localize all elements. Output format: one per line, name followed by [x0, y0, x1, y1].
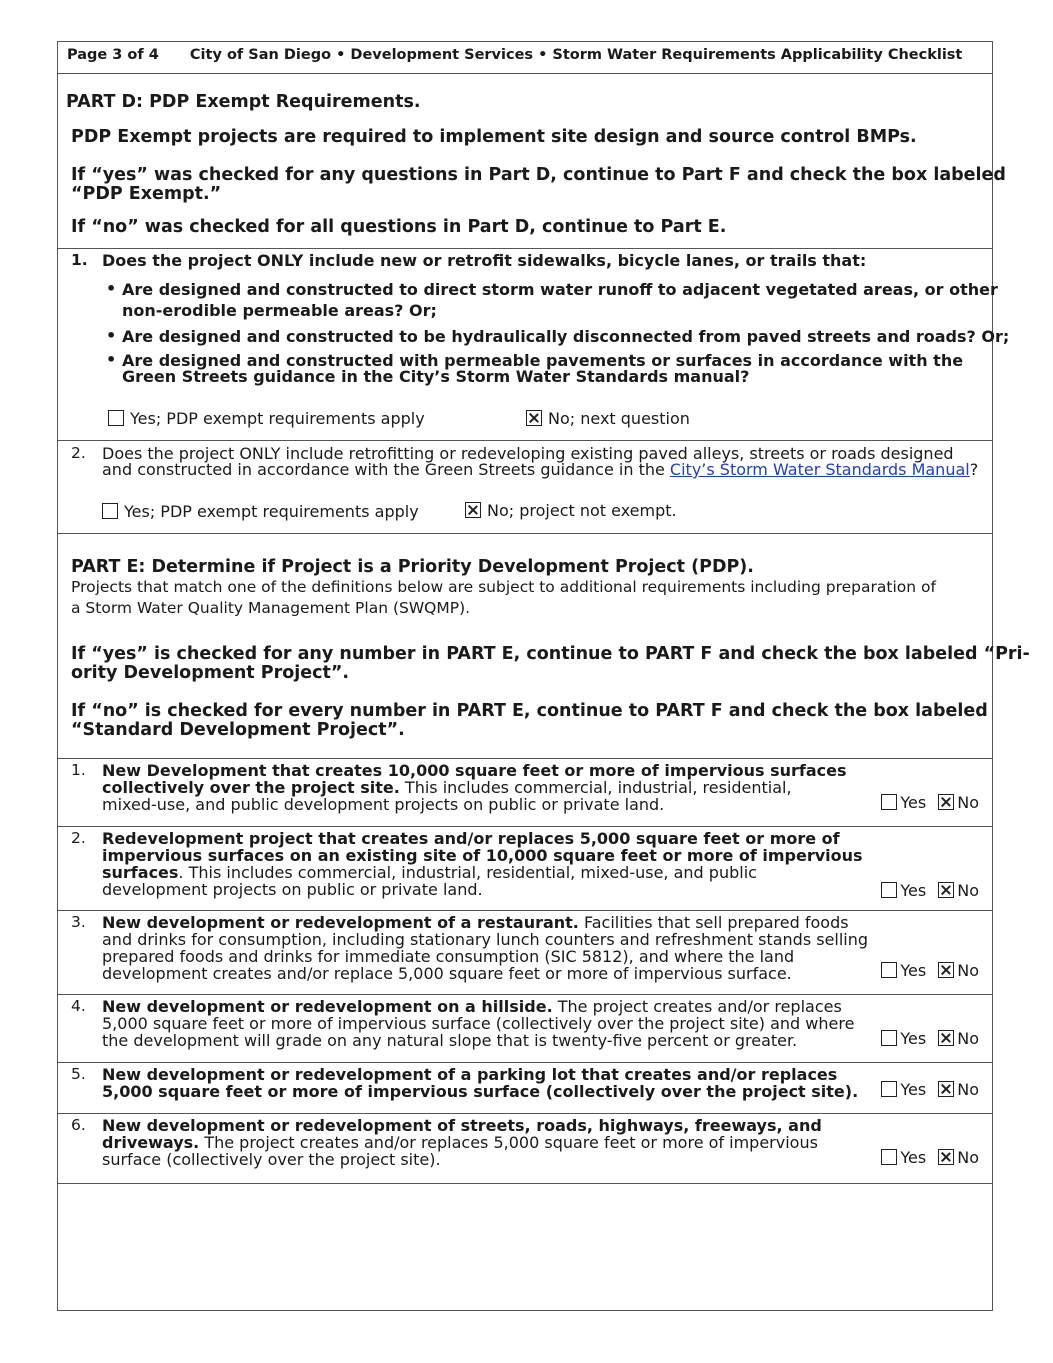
yes-checkbox[interactable]	[102, 503, 118, 519]
part-e-no-line-1: If “no” is checked for every number in PART E, continue to PART F and check the box labeled	[71, 701, 988, 721]
item-line-1-text: The project creates and/or replaces	[552, 997, 842, 1016]
bullet-marker: •	[106, 350, 117, 369]
checklist-page-frame	[57, 41, 1030, 1311]
part-e-item-3	[58, 910, 992, 994]
item-line-4: development projects on public or private land.	[102, 880, 483, 899]
no-label: No	[957, 793, 979, 812]
page-number: Page 3 of 4	[67, 47, 159, 63]
question-number: 1.	[71, 251, 88, 269]
item-line-1-bold: New development or redevelopment on a hillside.	[102, 997, 553, 1016]
document-title: City of San Diego • Development Services • Storm Water Requirements Applicability Checklist	[189, 47, 963, 63]
yes-no-options	[881, 793, 979, 812]
bullet-marker: •	[106, 326, 117, 345]
item-number: 6.	[71, 1116, 86, 1134]
item-line-1	[102, 914, 849, 931]
part-d-intro	[58, 73, 1006, 248]
no-checkbox-checked[interactable]	[465, 502, 481, 518]
yes-no-options	[881, 1029, 979, 1048]
yes-label: Yes	[900, 961, 927, 980]
q1-no-option[interactable]	[526, 409, 690, 428]
yes-checkbox[interactable]	[881, 882, 897, 898]
item-line-3-bold: surfaces	[102, 863, 179, 882]
question-text: Does the project ONLY include new or retrofit sidewalks, bicycle lanes, or trails that:	[102, 251, 867, 270]
item-line-2	[102, 1134, 818, 1151]
yes-checkbox[interactable]	[881, 1081, 897, 1097]
part-d-line2b: “PDP Exempt.”	[71, 184, 222, 204]
no-checkbox-checked[interactable]	[938, 1149, 954, 1165]
part-e-yes-line-2: ority Development Project”.	[71, 663, 349, 683]
bullet-3-line-a: Are designed and constructed with permeable pavements or surfaces in accordance with the	[122, 351, 964, 370]
part-e-desc-2: a Storm Water Quality Management Plan (SWQMP).	[71, 599, 471, 617]
yes-checkbox[interactable]	[881, 1030, 897, 1046]
page-header	[58, 42, 992, 73]
item-number: 3.	[71, 913, 86, 931]
part-e-yes-line-1: If “yes” is checked for any number in PART E, continue to PART F and check the box labeled “Pri-	[71, 644, 1030, 664]
part-e-no-line-2: “Standard Development Project”.	[71, 720, 405, 740]
storm-water-manual-link[interactable]: City’s Storm Water Standards Manual	[669, 460, 970, 479]
item-line-2	[102, 779, 792, 796]
question-line-2-text: and constructed in accordance with the Green Streets guidance in the	[102, 460, 670, 479]
item-line-3-text: . This includes commercial, industrial, residential, mixed-use, and public	[178, 863, 757, 882]
q1-yes-option[interactable]	[108, 409, 425, 428]
part-e-title: PART E: Determine if Project is a Priority Development Project (PDP).	[71, 557, 754, 577]
question-line-2	[102, 461, 978, 478]
yes-label: Yes	[900, 1080, 927, 1099]
item-line-3: surface (collectively over the project site).	[102, 1150, 441, 1169]
no-label: No	[957, 961, 979, 980]
part-e-item-2	[58, 826, 992, 910]
part-e-item-1	[58, 758, 992, 826]
yes-no-options	[881, 881, 979, 900]
item-line-2: impervious surfaces on an existing site of 10,000 square feet or more of impervious	[102, 846, 863, 865]
yes-checkbox[interactable]	[881, 794, 897, 810]
yes-no-options	[881, 961, 979, 980]
no-checkbox-checked[interactable]	[938, 962, 954, 978]
part-d-line3: If “no” was checked for all questions in Part D, continue to Part E.	[71, 217, 727, 237]
part-e-item-6	[58, 1113, 992, 1183]
part-d-line1: PDP Exempt projects are required to implement site design and source control BMPs.	[71, 127, 917, 147]
item-number: 1.	[71, 761, 86, 779]
no-label: No	[957, 1029, 979, 1048]
no-label: No	[957, 1148, 979, 1167]
part-e-intro	[58, 533, 1030, 758]
yes-label: Yes; PDP exempt requirements apply	[124, 502, 419, 521]
yes-label: Yes	[900, 793, 927, 812]
item-line-2: and drinks for consumption, including stationary lunch counters and refreshment stands selling	[102, 930, 869, 949]
part-e-item-5	[58, 1062, 992, 1113]
item-line-1: New development or redevelopment of streets, roads, highways, freeways, and	[102, 1116, 822, 1135]
yes-checkbox[interactable]	[881, 962, 897, 978]
q2-no-option[interactable]	[465, 501, 677, 520]
item-line-3: prepared foods and drinks for immediate consumption (SIC 5812), and where the land	[102, 947, 795, 966]
no-label: No	[957, 881, 979, 900]
question-line-1: Does the project ONLY include retrofitting or redeveloping existing paved alleys, streets or roads designed	[102, 444, 954, 463]
question-number: 2.	[71, 444, 86, 462]
q2-yes-option[interactable]	[102, 502, 419, 521]
no-label: No; project not exempt.	[487, 501, 677, 520]
part-d-line2a: If “yes” was checked for any questions in Part D, continue to Part F and check the box labeled	[71, 165, 1006, 185]
no-checkbox-checked[interactable]	[938, 794, 954, 810]
bullet-1-line-b: non-erodible permeable areas? Or;	[122, 301, 437, 320]
bullet-1-line-a: Are designed and constructed to direct storm water runoff to adjacent vegetated areas, or other	[122, 280, 998, 299]
yes-label: Yes; PDP exempt requirements apply	[130, 409, 425, 428]
item-line-2-bold: collectively over the project site.	[102, 778, 400, 797]
yes-label: Yes	[900, 1029, 927, 1048]
item-line-1: New development or redevelopment of a parking lot that creates and/or replaces	[102, 1065, 838, 1084]
item-line-2: 5,000 square feet or more of impervious surface (collectively over the project site) and where	[102, 1014, 855, 1033]
bullet-3-line-b: Green Streets guidance in the City’s Storm Water Standards manual?	[122, 367, 750, 386]
yes-no-options	[881, 1148, 979, 1167]
question-mark: ?	[969, 460, 979, 479]
item-line-2-text: The project creates and/or replaces 5,000 square feet or more of impervious	[199, 1133, 818, 1152]
yes-checkbox[interactable]	[881, 1149, 897, 1165]
no-checkbox-checked[interactable]	[938, 1081, 954, 1097]
item-line-2: 5,000 square feet or more of impervious surface (collectively over the project site).	[102, 1082, 859, 1101]
bullet-marker: •	[106, 279, 117, 298]
item-line-2-text: This includes commercial, industrial, residential,	[399, 778, 792, 797]
no-checkbox-checked[interactable]	[938, 1030, 954, 1046]
yes-label: Yes	[900, 881, 927, 900]
item-line-3: the development will grade on any natural slope that is twenty-five percent or greater.	[102, 1031, 798, 1050]
item-line-3: mixed-use, and public development projects on public or private land.	[102, 795, 665, 814]
item-line-1-text: Facilities that sell prepared foods	[578, 913, 849, 932]
item-line-3	[102, 864, 757, 881]
item-number: 5.	[71, 1065, 86, 1083]
part-e-desc-1: Projects that match one of the definitions below are subject to additional requirements including preparation of	[71, 578, 936, 596]
blank-section	[58, 1183, 992, 1310]
no-label: No	[957, 1080, 979, 1099]
no-checkbox-checked[interactable]	[938, 882, 954, 898]
part-e-item-4	[58, 994, 992, 1062]
part-d-question-1	[58, 248, 1010, 440]
yes-label: Yes	[900, 1148, 927, 1167]
yes-checkbox[interactable]	[108, 410, 124, 426]
item-line-4: development creates and/or replace 5,000 square feet or more of impervious surface.	[102, 964, 792, 983]
part-d-title: PART D: PDP Exempt Requirements.	[66, 92, 421, 112]
no-checkbox-checked[interactable]	[526, 410, 542, 426]
item-line-1	[102, 998, 842, 1015]
item-number: 2.	[71, 829, 86, 847]
no-label: No; next question	[548, 409, 690, 428]
item-line-2-bold: driveways.	[102, 1133, 200, 1152]
part-d-question-2	[58, 440, 992, 533]
bullet-2-line-a: Are designed and constructed to be hydraulically disconnected from paved streets and roads? Or;	[122, 327, 1010, 346]
item-number: 4.	[71, 997, 86, 1015]
yes-no-options	[881, 1080, 979, 1099]
item-line-1: New Development that creates 10,000 square feet or more of impervious surfaces	[102, 761, 847, 780]
item-line-1-bold: New development or redevelopment of a restaurant.	[102, 913, 579, 932]
item-line-1: Redevelopment project that creates and/or replaces 5,000 square feet or more of	[102, 829, 840, 848]
